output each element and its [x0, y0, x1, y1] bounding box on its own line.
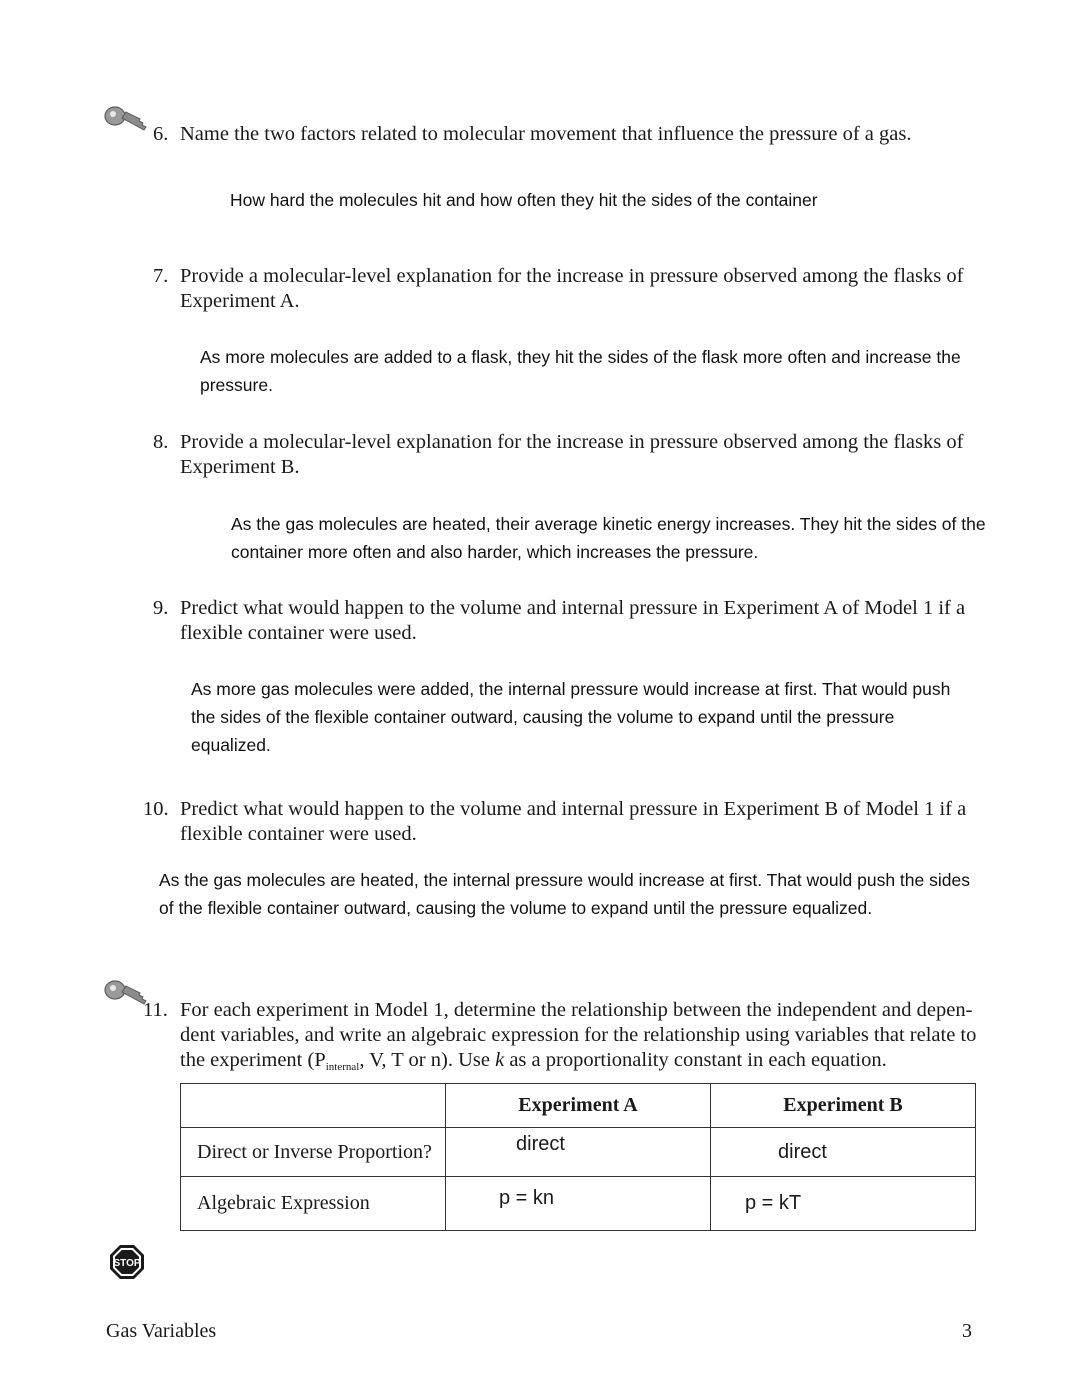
question-number: 7.	[153, 265, 169, 287]
italic-k: k	[495, 1049, 505, 1071]
stop-sign-icon	[109, 1244, 145, 1280]
answer-line: pressure.	[200, 375, 273, 395]
answer-8	[231, 510, 986, 566]
cell-experiment-b: direct	[711, 1128, 976, 1177]
page-number: 3	[962, 1320, 972, 1342]
question-text-line: flexible container were used.	[180, 823, 417, 845]
table-header-row	[181, 1084, 976, 1128]
question-number: 9.	[153, 597, 169, 619]
text-fragment: , V, T or n). Use	[359, 1049, 496, 1071]
row-label: Algebraic Expression	[181, 1177, 446, 1231]
answer-line: equalized.	[191, 735, 271, 755]
stop-label: STOP	[113, 1258, 141, 1269]
question-10	[0, 797, 1080, 849]
footer-title: Gas Variables	[106, 1320, 217, 1342]
table-header-experiment-b: Experiment B	[711, 1084, 976, 1128]
answer-line: As the gas molecules are heated, the internal pressure would increase at first. That would push the sides	[159, 870, 970, 890]
question-text-line: For each experiment in Model 1, determine the relationship between the independent and depen-	[180, 999, 973, 1021]
table-header-empty	[181, 1084, 446, 1128]
question-text-line: Experiment A.	[180, 290, 300, 312]
question-6	[0, 122, 1080, 148]
question-text-line: Predict what would happen to the volume and internal pressure in Experiment B of Model 1 if a	[180, 798, 967, 820]
question-text-line: Experiment B.	[180, 456, 300, 478]
question-8	[0, 430, 1080, 482]
question-number: 8.	[153, 431, 169, 453]
question-text-line: Predict what would happen to the volume and internal pressure in Experiment A of Model 1 if a	[180, 597, 966, 619]
question-9	[0, 596, 1080, 648]
answer-10	[159, 866, 970, 922]
question-number: 6.	[153, 123, 169, 145]
cell-experiment-b: p = kT	[711, 1177, 976, 1231]
question-7	[0, 264, 1080, 316]
question-text-line: Provide a molecular-level explanation for the increase in pressure observed among the flasks of	[180, 265, 964, 287]
question-text: Name the two factors related to molecular movement that influence the pressure of a gas.	[180, 123, 912, 145]
text-fragment: the experiment (P	[180, 1049, 326, 1071]
question-text-line	[180, 1048, 887, 1080]
answer-line: container more often and also harder, which increases the pressure.	[231, 542, 759, 562]
answer-line: of the flexible container outward, causing the volume to expand until the pressure equalized.	[159, 898, 873, 918]
cell-experiment-a: direct	[446, 1128, 711, 1177]
question-number: 11.	[143, 999, 168, 1021]
subscript: internal	[325, 1061, 360, 1073]
question-number: 10.	[143, 798, 169, 820]
cell-experiment-a: p = kn	[446, 1177, 711, 1231]
table-header-experiment-a: Experiment A	[446, 1084, 711, 1128]
row-label: Direct or Inverse Proportion?	[181, 1128, 446, 1177]
answer-line: the sides of the flexible container outward, causing the volume to expand until the pressure	[191, 707, 895, 727]
table-row	[181, 1128, 976, 1177]
relationship-table	[180, 1083, 976, 1231]
table-row	[181, 1177, 976, 1231]
question-text-line: dent variables, and write an algebraic expression for the relationship using variables that relate to	[180, 1024, 977, 1046]
answer-9	[191, 675, 950, 759]
answer-line: As more molecules are added to a flask, they hit the sides of the flask more often and increase the	[200, 347, 961, 367]
text-fragment: as a proportionality constant in each equation.	[504, 1049, 887, 1071]
question-11	[0, 998, 1080, 1078]
answer-line: As more gas molecules were added, the internal pressure would increase at first. That would push	[191, 679, 951, 699]
answer-7	[200, 343, 961, 399]
question-text-line: Provide a molecular-level explanation for the increase in pressure observed among the flasks of	[180, 431, 964, 453]
answer-6: How hard the molecules hit and how often they hit the sides of the container	[230, 190, 818, 210]
question-text-line: flexible container were used.	[180, 622, 417, 644]
answer-line: As the gas molecules are heated, their average kinetic energy increases. They hit the sides of the	[231, 514, 986, 534]
